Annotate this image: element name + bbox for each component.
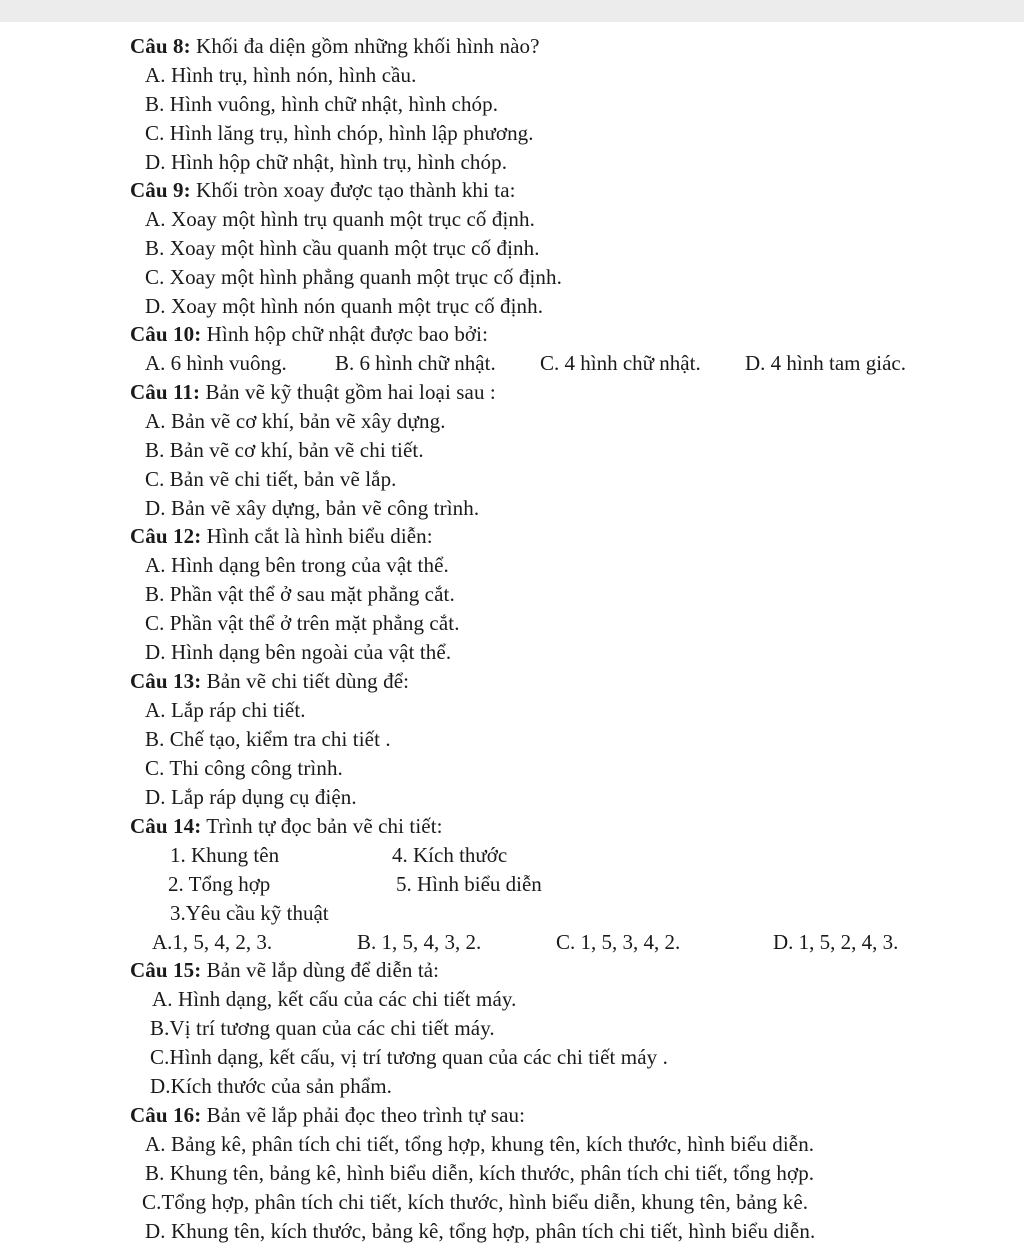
- question-15: [130, 956, 439, 984]
- question-text: Hình cắt là hình biểu diễn:: [201, 524, 433, 548]
- option-a: A. Bảng kê, phân tích chi tiết, tổng hợp, khung tên, kích thước, hình biểu diễn.: [145, 1132, 815, 1156]
- question-label: Câu 10:: [130, 322, 202, 346]
- option-c: C. Xoay một hình phẳng quanh một trục cố định.: [145, 265, 562, 289]
- option-d: D. Lắp ráp dụng cụ điện.: [145, 785, 357, 809]
- question-text: Hình hộp chữ nhật được bao bởi:: [201, 322, 489, 346]
- option-b: B.Vị trí tương quan của các chi tiết máy.: [150, 1016, 495, 1040]
- question-13: [130, 667, 409, 695]
- option-d: D. Bản vẽ xây dựng, bản vẽ công trình.: [145, 496, 480, 520]
- step-item: 3.Yêu cầu kỹ thuật: [170, 901, 329, 925]
- question-10: [130, 320, 488, 348]
- question-text: Trình tự đọc bản vẽ chi tiết:: [201, 814, 443, 838]
- question-text: Khối tròn xoay được tạo thành khi ta:: [190, 178, 516, 202]
- option-c: C. Thi công công trình.: [145, 756, 343, 780]
- option-b: B. Khung tên, bảng kê, hình biểu diễn, kích thước, phân tích chi tiết, tổng hợp.: [145, 1161, 815, 1185]
- option-a: A. Hình trụ, hình nón, hình cầu.: [145, 63, 417, 87]
- option-c: C.Tổng hợp, phân tích chi tiết, kích thước, hình biểu diễn, khung tên, bảng kê.: [142, 1190, 809, 1214]
- question-label: Câu 16:: [130, 1103, 202, 1127]
- question-text: Bản vẽ kỹ thuật gồm hai loại sau :: [200, 380, 496, 404]
- option-c: C. 4 hình chữ nhật.: [540, 351, 701, 375]
- question-text: Bản vẽ lắp phải đọc theo trình tự sau:: [201, 1103, 526, 1127]
- question-label: Câu 11:: [130, 380, 201, 404]
- option-a: A. Hình dạng bên trong của vật thể.: [145, 553, 449, 577]
- option-a: A. Hình dạng, kết cấu của các chi tiết máy.: [152, 987, 517, 1011]
- question-16: [130, 1101, 525, 1129]
- question-text: Bản vẽ chi tiết dùng để:: [201, 669, 410, 693]
- option-d: D. Hình hộp chữ nhật, hình trụ, hình chóp.: [145, 150, 508, 174]
- step-item: 5. Hình biểu diễn: [396, 872, 542, 896]
- option-b: B. Phần vật thể ở sau mặt phẳng cắt.: [145, 582, 455, 606]
- question-label: Câu 12:: [130, 524, 202, 548]
- option-c: C.Hình dạng, kết cấu, vị trí tương quan của các chi tiết máy .: [150, 1045, 668, 1069]
- question-9: [130, 176, 516, 204]
- option-a: A.1, 5, 4, 2, 3.: [152, 930, 273, 954]
- option-d: D.Kích thước của sản phẩm.: [150, 1074, 393, 1098]
- option-c: C. Phần vật thể ở trên mặt phẳng cắt.: [145, 611, 460, 635]
- option-b: B. Hình vuông, hình chữ nhật, hình chóp.: [145, 92, 499, 116]
- question-11: [130, 378, 496, 406]
- option-c: C. Bản vẽ chi tiết, bản vẽ lắp.: [145, 467, 397, 491]
- option-b: B. 1, 5, 4, 3, 2.: [357, 930, 482, 954]
- question-label: Câu 8:: [130, 34, 191, 58]
- question-label: Câu 9:: [130, 178, 191, 202]
- option-a: A. Xoay một hình trụ quanh một trục cố định.: [145, 207, 535, 231]
- option-b: B. Chế tạo, kiểm tra chi tiết .: [145, 727, 391, 751]
- option-b: B. 6 hình chữ nhật.: [335, 351, 496, 375]
- question-8: [130, 32, 540, 60]
- step-item: 4. Kích thước: [392, 843, 508, 867]
- option-b: B. Bản vẽ cơ khí, bản vẽ chi tiết.: [145, 438, 424, 462]
- question-label: Câu 13:: [130, 669, 202, 693]
- option-a: A. Bản vẽ cơ khí, bản vẽ xây dựng.: [145, 409, 446, 433]
- option-c: C. 1, 5, 3, 4, 2.: [556, 930, 681, 954]
- option-b: B. Xoay một hình cầu quanh một trục cố định.: [145, 236, 540, 260]
- option-d: D. Khung tên, kích thước, bảng kê, tổng hợp, phân tích chi tiết, hình biểu diễn.: [145, 1219, 816, 1243]
- question-14: [130, 812, 443, 840]
- question-text: Khối đa diện gồm những khối hình nào?: [190, 34, 540, 58]
- option-d: D. 4 hình tam giác.: [745, 351, 906, 375]
- question-label: Câu 15:: [130, 958, 202, 982]
- option-d: D. Hình dạng bên ngoài của vật thể.: [145, 640, 452, 664]
- step-item: 1. Khung tên: [170, 843, 280, 867]
- question-12: [130, 522, 433, 550]
- question-text: Bản vẽ lắp dùng để diễn tả:: [201, 958, 440, 982]
- top-strip: [0, 0, 1024, 23]
- option-c: C. Hình lăng trụ, hình chóp, hình lập phương.: [145, 121, 534, 145]
- option-d: D. 1, 5, 2, 4, 3.: [773, 930, 899, 954]
- option-d: D. Xoay một hình nón quanh một trục cố định.: [145, 294, 544, 318]
- step-item: 2. Tổng hợp: [168, 872, 271, 896]
- document-page: [0, 22, 1024, 1250]
- option-a: A. 6 hình vuông.: [145, 351, 287, 375]
- question-label: Câu 14:: [130, 814, 202, 838]
- option-a: A. Lắp ráp chi tiết.: [145, 698, 306, 722]
